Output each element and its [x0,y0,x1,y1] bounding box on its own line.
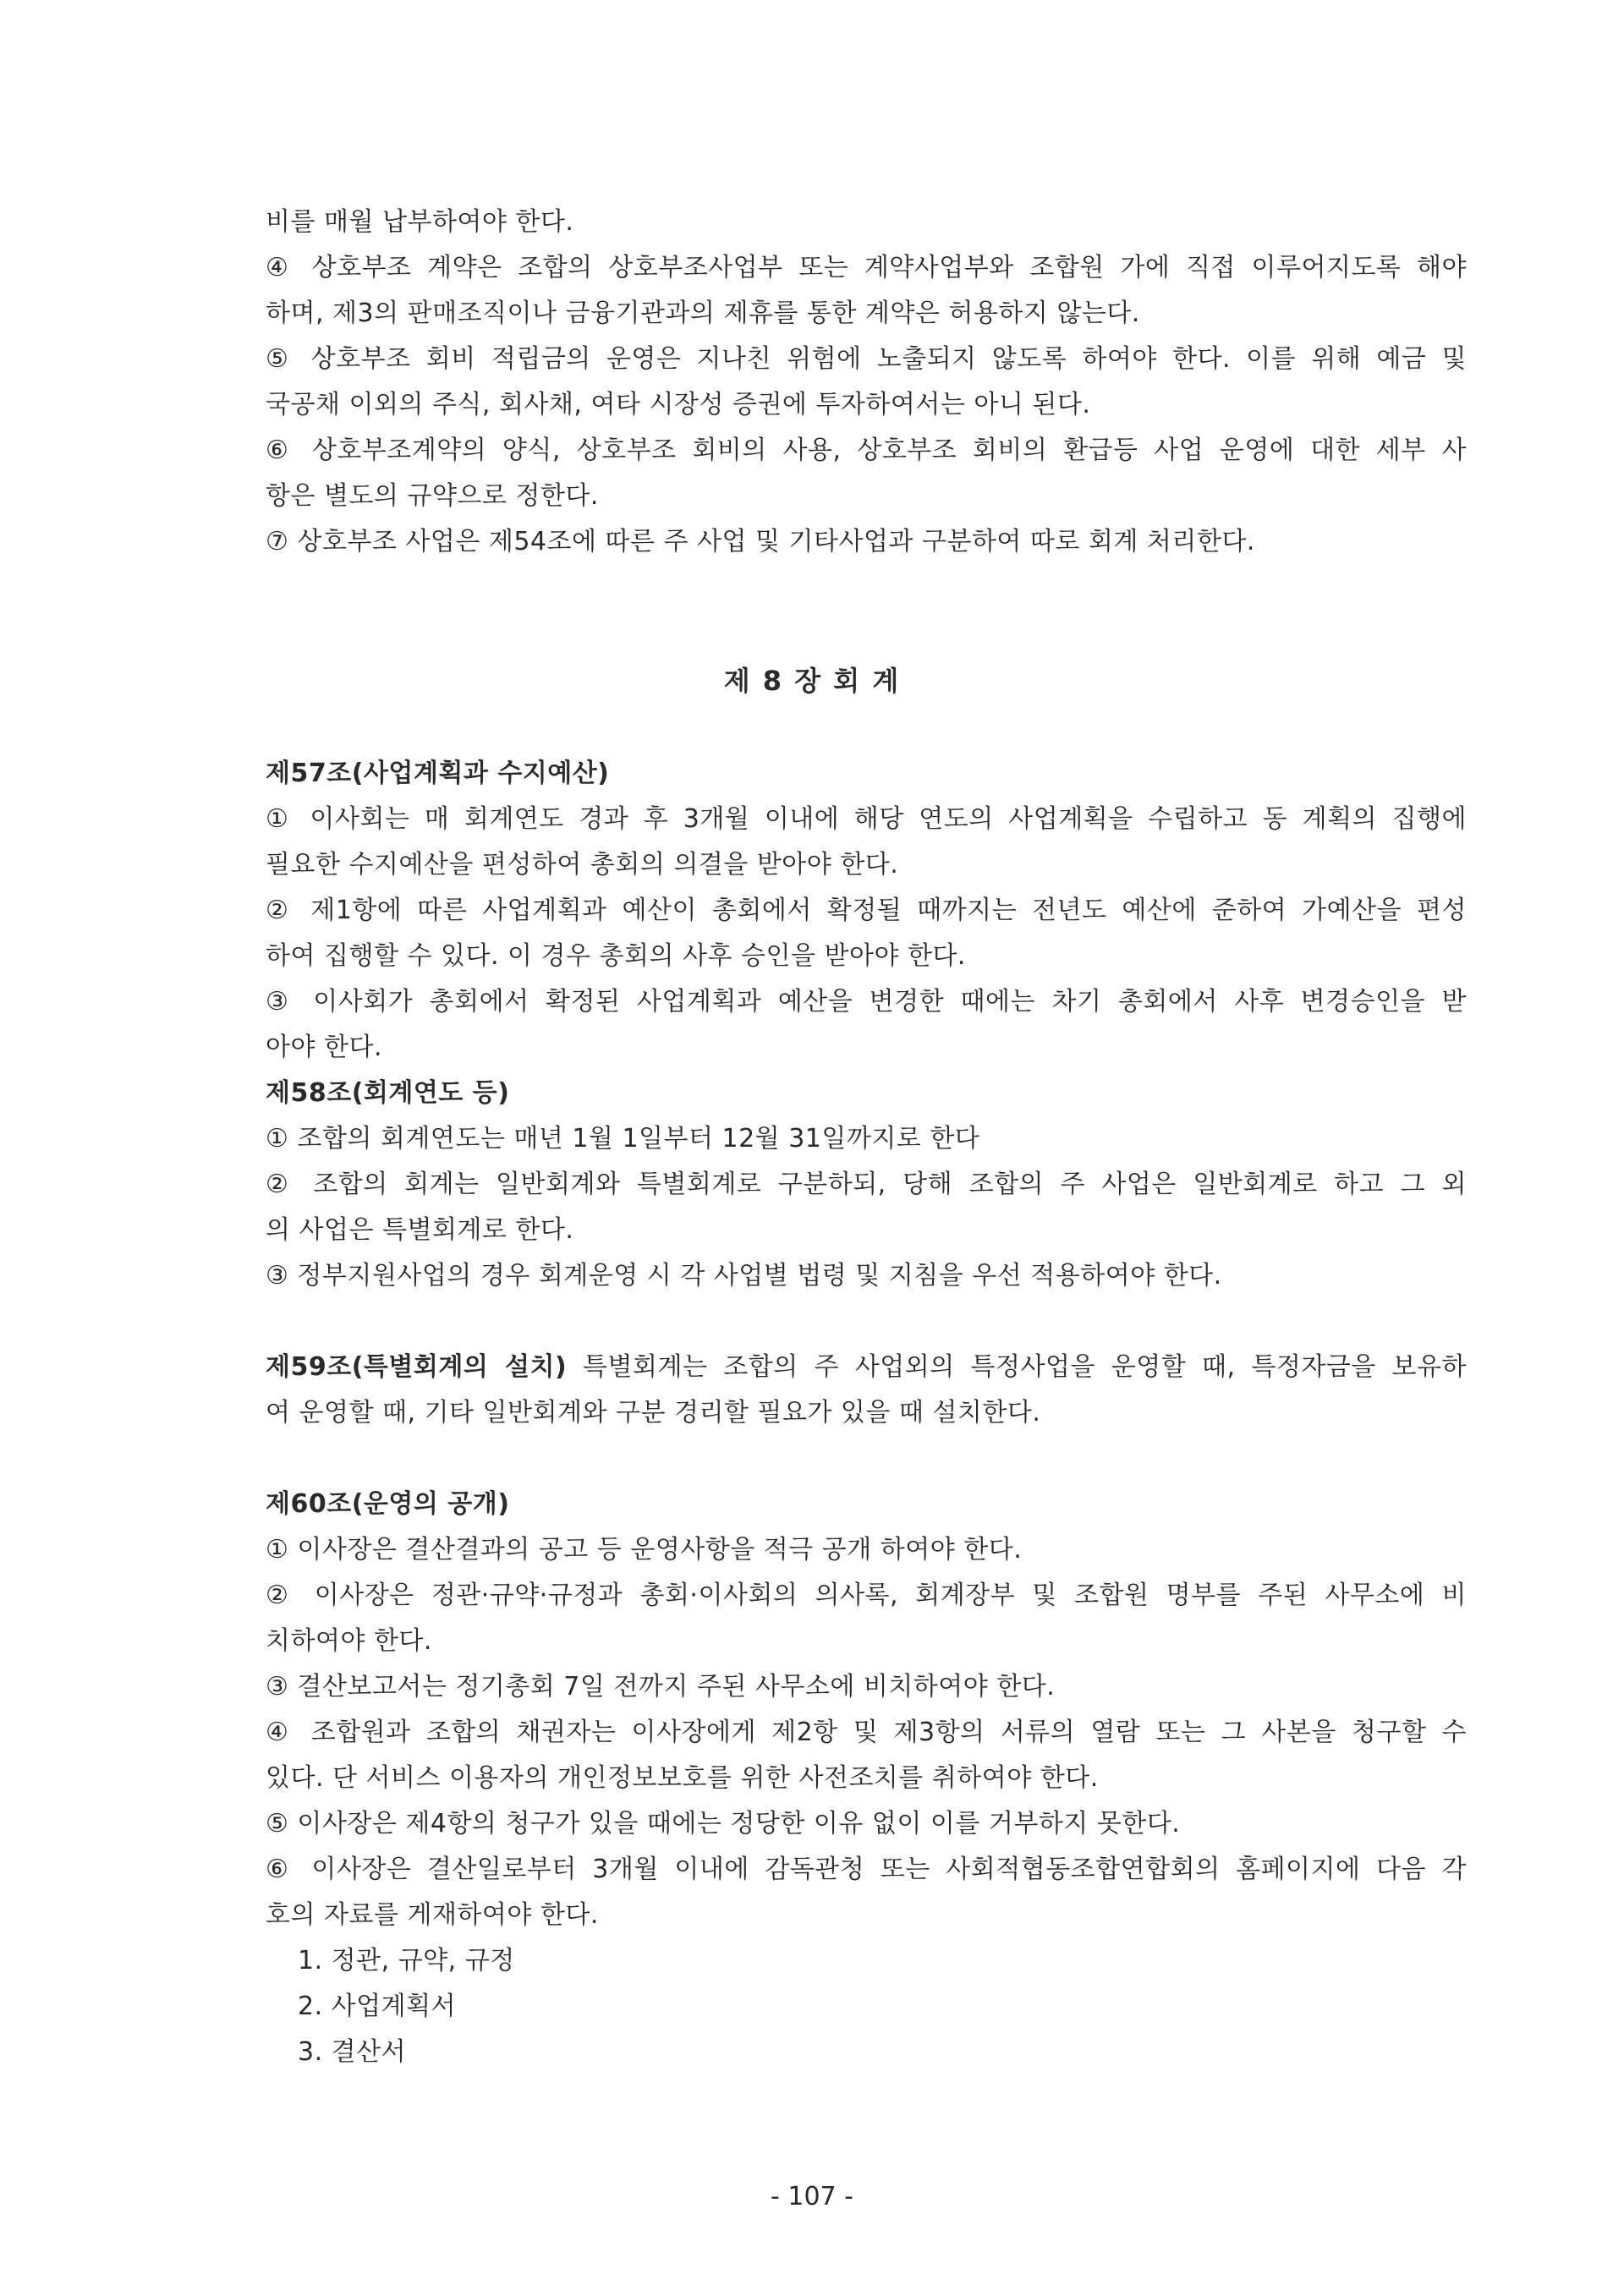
chapter-title: 제 8 장 회 계 [723,665,901,697]
text-line: ⑦ 상호부조 사업은 제54조에 따른 주 사업 및 기타사업과 구분하여 따로 회계 처리한다. [266,527,1255,556]
text-line: ① 이사회는 매 회계연도 경과 후 3개월 이내에 해당 연도의 사업계획을 수립하고 동 계획의 집행에 [266,804,1467,834]
text-line: 하여 집행할 수 있다. 이 경우 총회의 사후 승인을 받아야 한다. [266,941,966,971]
text-line: ③ 정부지원사업의 경우 회계운영 시 각 사업별 법령 및 지침을 우선 적용하여야 한다. [266,1261,1222,1290]
text-line: ① 이사장은 결산결과의 공고 등 운영사항을 적극 공개 하여야 한다. [266,1535,1023,1564]
text-line: ⑥ 이사장은 결산일로부터 3개월 이내에 감독관청 또는 사회적협동조합연합회의 홈페이지에 다음 각 [266,1855,1467,1884]
text-line: 항은 별도의 규약으로 정한다. [266,481,599,511]
text-line: ② 제1항에 따른 사업계획과 예산이 총회에서 확정될 때까지는 전년도 예산에 준하여 가예산을 편성 [266,896,1467,925]
article-heading: 제59조(특별회계의 설치) [266,1352,568,1382]
text-line: ⑤ 이사장은 제4항의 청구가 있을 때에는 정당한 이유 없이 이를 거부하지 못한다. [266,1809,1181,1838]
text-line: ④ 상호부조 계약은 조합의 상호부조사업부 또는 계약사업부와 조합원 가에 직접 이루어지도록 해야 [266,253,1467,282]
text-line: 비를 매월 납부하여야 한다. [266,207,574,237]
text-line: 있다. 단 서비스 이용자의 개인정보보호를 위한 사전조치를 취하여야 한다. [266,1763,1099,1793]
text-line: 치하여야 한다. [266,1626,432,1656]
list-item: 1. 정관, 규약, 규정 [298,1946,515,1975]
text-line: ② 이사장은 정관·규약·규정과 총회·이사회의 의사록, 회계장부 및 조합원 명부를 주된 사무소에 비 [266,1581,1467,1610]
text-line: 하며, 제3의 판매조직이나 금융기관과의 제휴를 통한 계약은 허용하지 않는다. [266,299,1140,328]
text-line: 필요한 수지예산을 편성하여 총회의 의결을 받아야 한다. [266,850,899,879]
text-line: ④ 조합원과 조합의 채권자는 이사장에게 제2항 및 제3항의 서류의 열람 또는 그 사본을 청구할 수 [266,1718,1467,1747]
text-line: ③ 결산보고서는 정기총회 7일 전까지 주된 사무소에 비치하여야 한다. [266,1672,1056,1701]
article-paragraph [266,1351,1467,1384]
text-line: ⑤ 상호부조 회비 적립금의 운영은 지나친 위험에 노출되지 않도록 하여야 한다. 이를 위해 예금 및 [266,344,1467,374]
text-line: ③ 이사회가 총회에서 확정된 사업계획과 예산을 변경한 때에는 차기 총회에서 사후 변경승인을 받 [266,987,1467,1016]
list-item: 2. 사업계획서 [298,1992,457,2021]
article-heading: 제57조(사업계획과 수지예산) [266,759,610,788]
page-number: - 107 - [771,2182,853,2211]
text-line: 의 사업은 특별회계로 한다. [266,1215,574,1245]
article-heading: 제58조(회계연도 등) [266,1078,510,1108]
text-line: ① 조합의 회계연도는 매년 1월 1일부터 12월 31일까지로 한다 [266,1124,980,1153]
text-line: 국공채 이외의 주식, 회사채, 여타 시장성 증권에 투자하여서는 아니 된다. [266,390,1091,419]
list-item: 3. 결산서 [298,2037,407,2067]
text-line: ② 조합의 회계는 일반회계와 특별회계로 구분하되, 당해 조합의 주 사업은 일반회계로 하고 그 외 [266,1170,1467,1199]
article-heading: 제60조(운영의 공개) [266,1489,510,1519]
text-line: ⑥ 상호부조계약의 양식, 상호부조 회비의 사용, 상호부조 회비의 환급등 사업 운영에 대한 세부 사 [266,436,1467,465]
text-line: 아야 한다. [266,1033,382,1062]
text-line: 호의 자료를 게재하여야 한다. [266,1900,599,1930]
text-span: 특별회계는 조합의 주 사업외의 특정사업을 운영할 때, 특정자금을 보유하 [567,1352,1467,1382]
text-line: 여 운영할 때, 기타 일반회계와 구분 경리할 필요가 있을 때 설치한다. [266,1398,1041,1427]
